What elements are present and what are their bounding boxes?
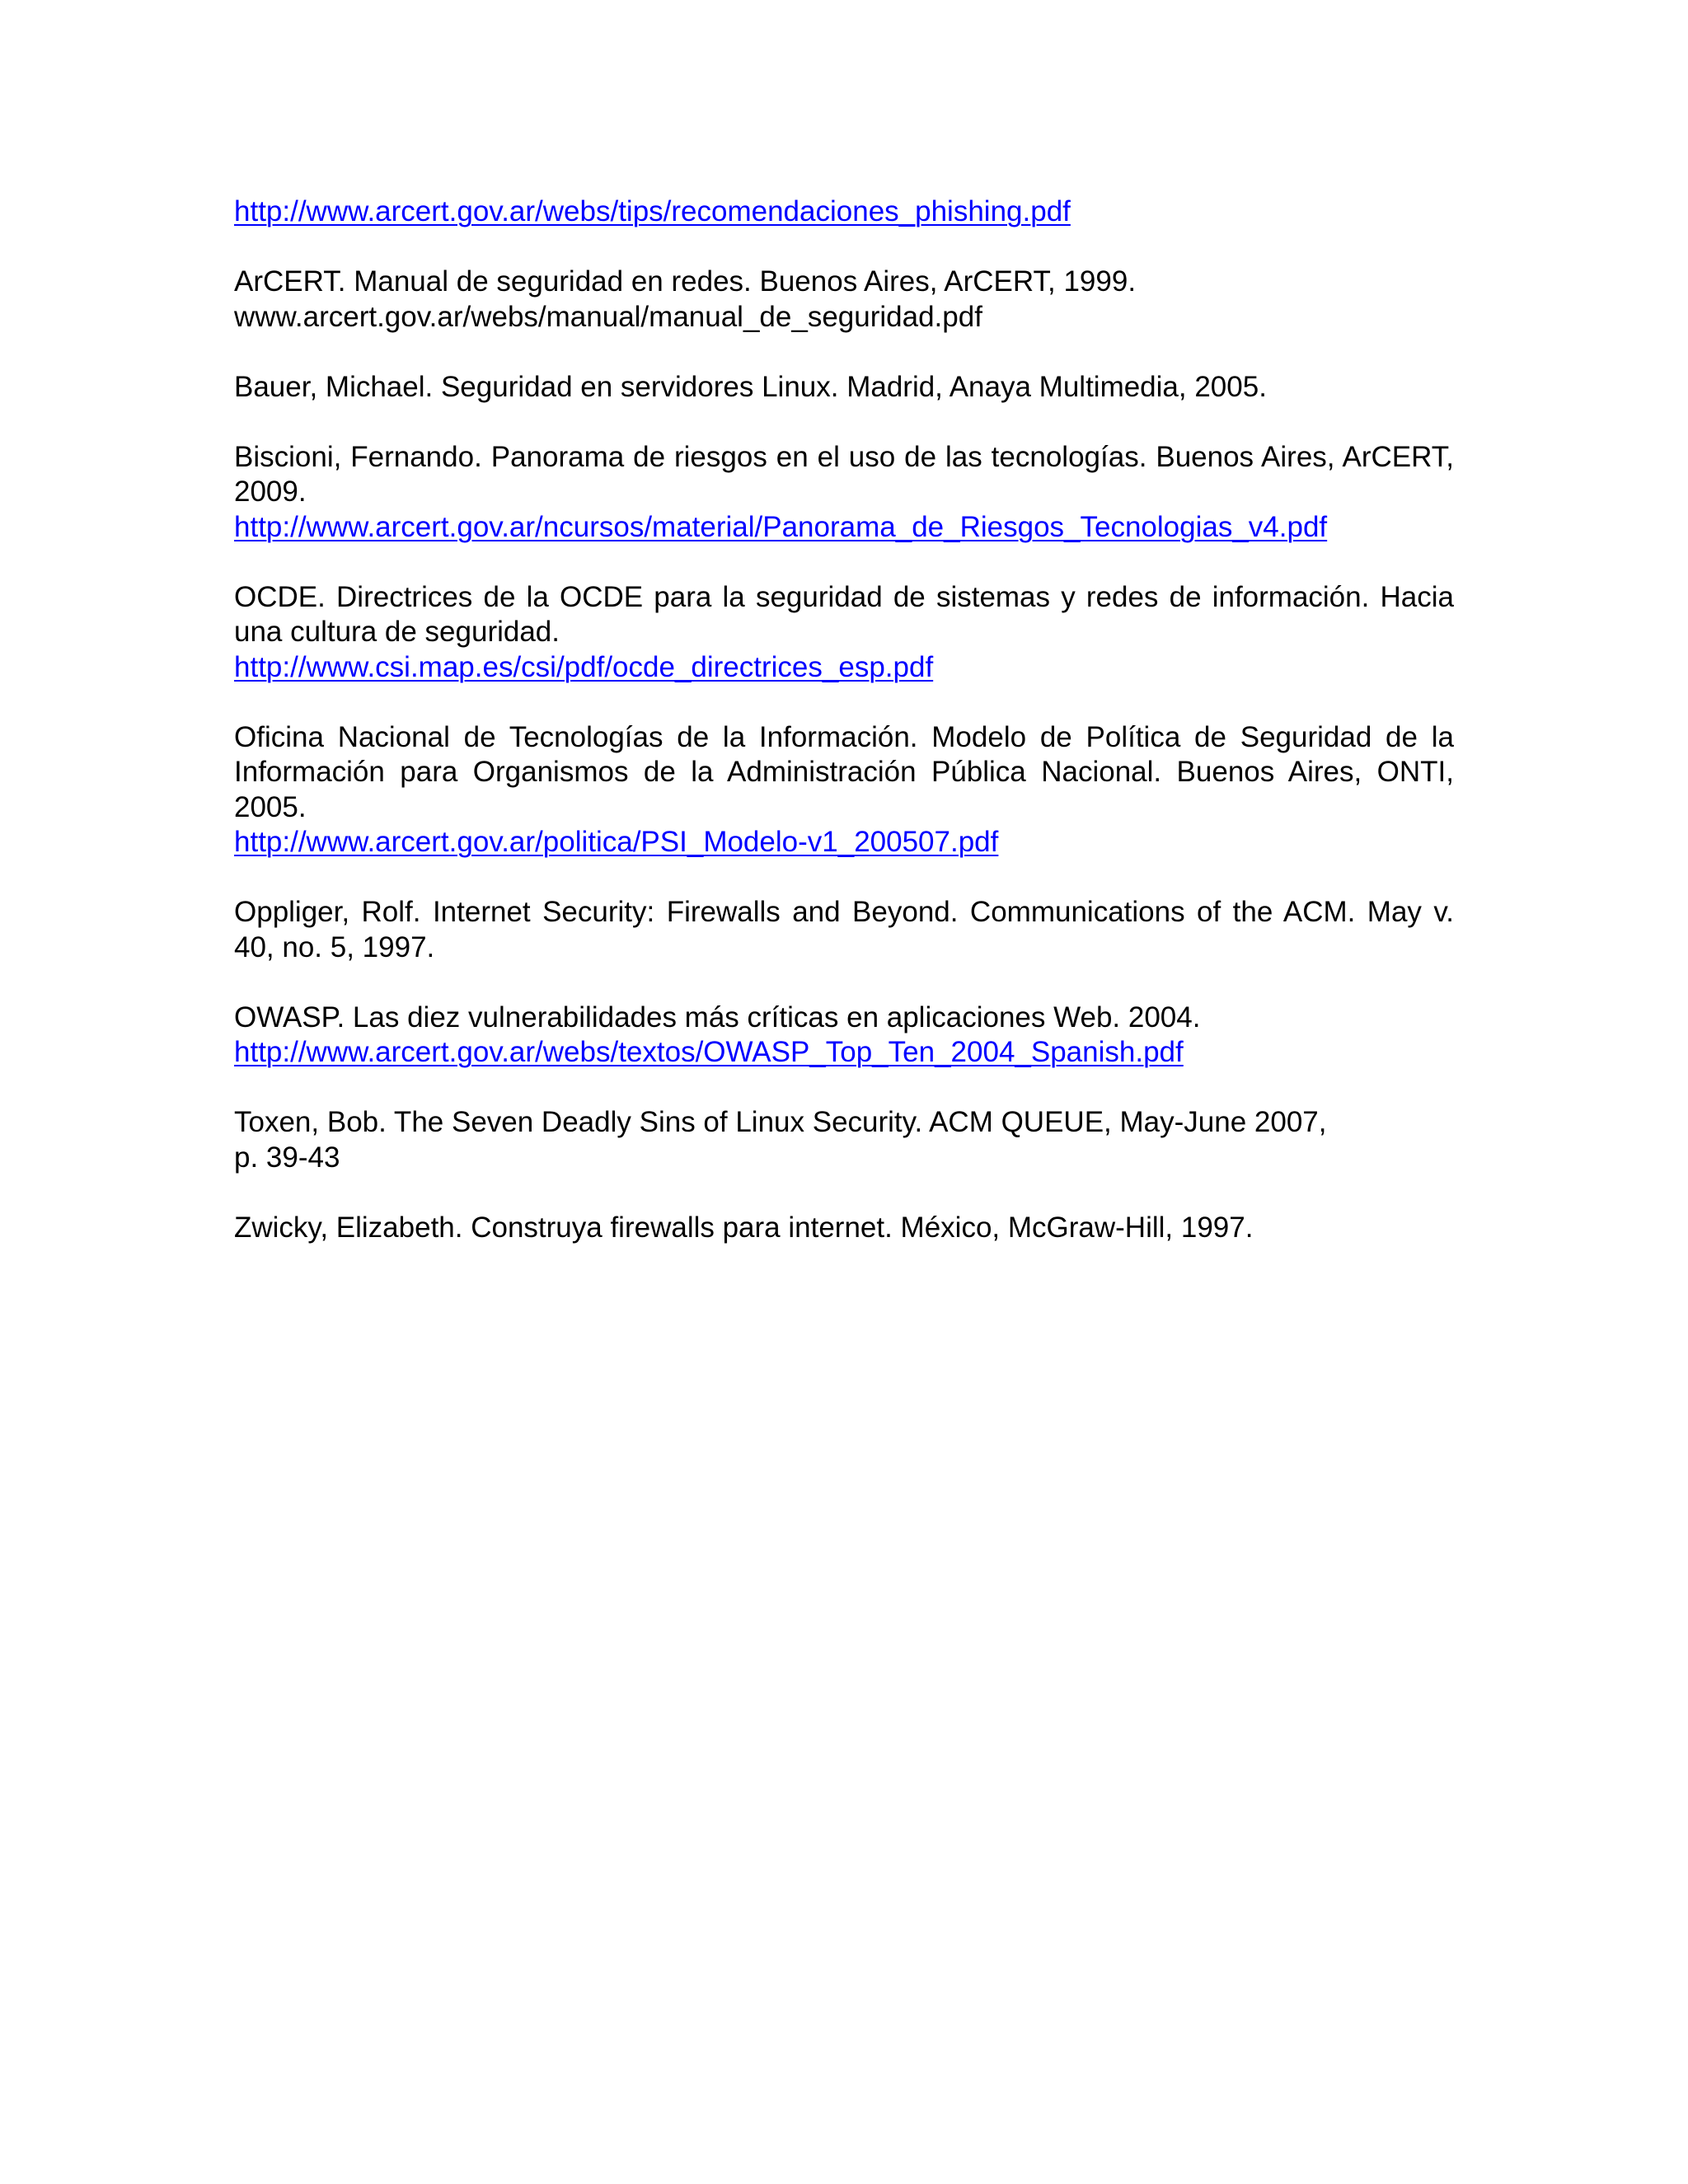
reference-text: ArCERT. Manual de seguridad en redes. Buenos Aires, ArCERT, 1999.	[234, 265, 1137, 298]
bibliography-page	[234, 194, 1454, 1281]
reference-link[interactable]: http://www.arcert.gov.ar/webs/tips/recomendaciones_phishing.pdf	[234, 195, 1071, 227]
reference-entry	[234, 194, 1454, 230]
reference-text: Oppliger, Rolf. Internet Security: Firewalls and Beyond. Communications of the ACM. May v. 40, no. 5, 1997.	[234, 896, 1454, 963]
reference-url-text: www.arcert.gov.ar/webs/manual/manual_de_seguridad.pdf	[234, 300, 982, 333]
reference-entry	[234, 1001, 1454, 1071]
reference-text: Bauer, Michael. Seguridad en servidores Linux. Madrid, Anaya Multimedia, 2005.	[234, 370, 1267, 403]
reference-link[interactable]: http://www.arcert.gov.ar/ncursos/material/Panorama_de_Riesgos_Tecnologias_v4.pdf	[234, 510, 1328, 543]
reference-pages-text: p. 39-43	[234, 1141, 340, 1174]
reference-entry	[234, 720, 1454, 860]
reference-entry	[234, 265, 1454, 335]
reference-text: Biscioni, Fernando. Panorama de riesgos en el uso de las tecnologías. Buenos Aires, ArCERT, 2009.	[234, 440, 1454, 508]
reference-link[interactable]: http://www.csi.map.es/csi/pdf/ocde_directrices_esp.pdf	[234, 650, 934, 683]
reference-text: Toxen, Bob. The Seven Deadly Sins of Linux Security. ACM QUEUE, May-June 2007,	[234, 1106, 1327, 1138]
reference-entry	[234, 1105, 1454, 1175]
reference-text: Zwicky, Elizabeth. Construya firewalls para internet. México, McGraw-Hill, 1997.	[234, 1211, 1254, 1244]
reference-text: Oficina Nacional de Tecnologías de la Información. Modelo de Política de Seguridad de la Información para Organismos de la Administración Pública Nacional. Buenos Aires, ONTI, 2005.	[234, 720, 1454, 823]
reference-entry	[234, 1211, 1454, 1246]
reference-entry	[234, 440, 1454, 546]
reference-entry	[234, 580, 1454, 686]
reference-text: OWASP. Las diez vulnerabilidades más críticas en aplicaciones Web. 2004.	[234, 1001, 1201, 1033]
reference-link[interactable]: http://www.arcert.gov.ar/politica/PSI_Modelo-v1_200507.pdf	[234, 826, 999, 858]
reference-entry	[234, 370, 1454, 405]
reference-entry	[234, 895, 1454, 965]
reference-text: OCDE. Directrices de la OCDE para la seguridad de sistemas y redes de información. Hacia una cultura de seguridad.	[234, 580, 1454, 648]
reference-link[interactable]: http://www.arcert.gov.ar/webs/textos/OWASP_Top_Ten_2004_Spanish.pdf	[234, 1036, 1184, 1068]
